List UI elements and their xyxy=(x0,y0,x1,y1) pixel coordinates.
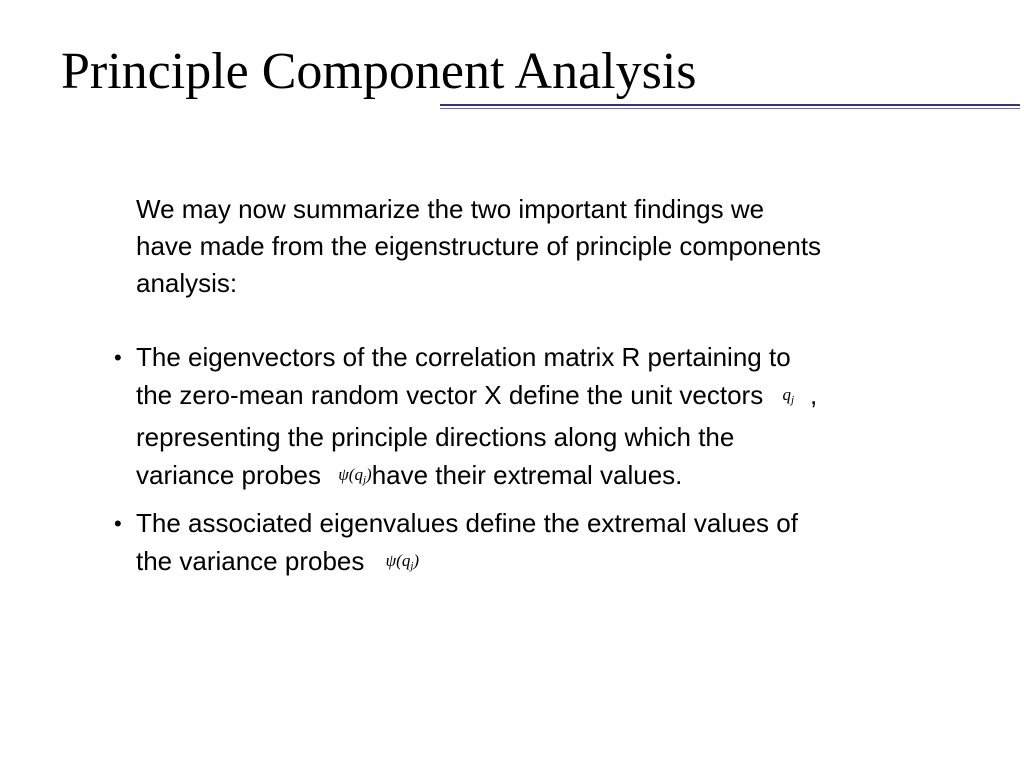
bullet-text: have their extremal values. xyxy=(371,460,683,490)
bullet-marker: • xyxy=(114,345,122,370)
intro-line: We may now summarize the two important findings we xyxy=(136,194,765,224)
bullet-text: , xyxy=(810,380,818,410)
intro-line: have made from the eigenstructure of principle components xyxy=(136,231,822,261)
bullet-line: The associated eigenvalues define the extremal values of xyxy=(136,508,798,538)
bullet-line: The eigenvectors of the correlation matrix R pertaining to xyxy=(136,342,791,372)
underline-thick xyxy=(440,104,1020,106)
slide-title: Principle Component Analysis xyxy=(61,43,697,100)
underline-thin xyxy=(440,108,1020,109)
bullet-line xyxy=(136,376,817,419)
math-psi-q-j: $\psi(q_j)$ xyxy=(385,551,420,572)
intro-paragraph xyxy=(136,191,821,302)
bullet-line xyxy=(136,542,798,585)
bullet-text: the variance probes xyxy=(136,546,365,576)
bullet-line: representing the principle directions along which the xyxy=(136,422,735,452)
bullet-marker: • xyxy=(114,511,122,536)
math-q-j: $q_j$ xyxy=(782,385,795,406)
bullet-line xyxy=(136,456,817,499)
bullet-text: variance probes xyxy=(136,460,321,490)
math-psi-q-j: $\psi(q_j)$ xyxy=(338,465,372,486)
bullet-item-1 xyxy=(136,339,817,499)
intro-line: analysis: xyxy=(136,268,238,298)
title-underline xyxy=(440,104,1020,111)
bullet-text: the zero-mean random vector X define the unit vectors xyxy=(136,380,764,410)
bullet-item-2 xyxy=(136,505,798,585)
